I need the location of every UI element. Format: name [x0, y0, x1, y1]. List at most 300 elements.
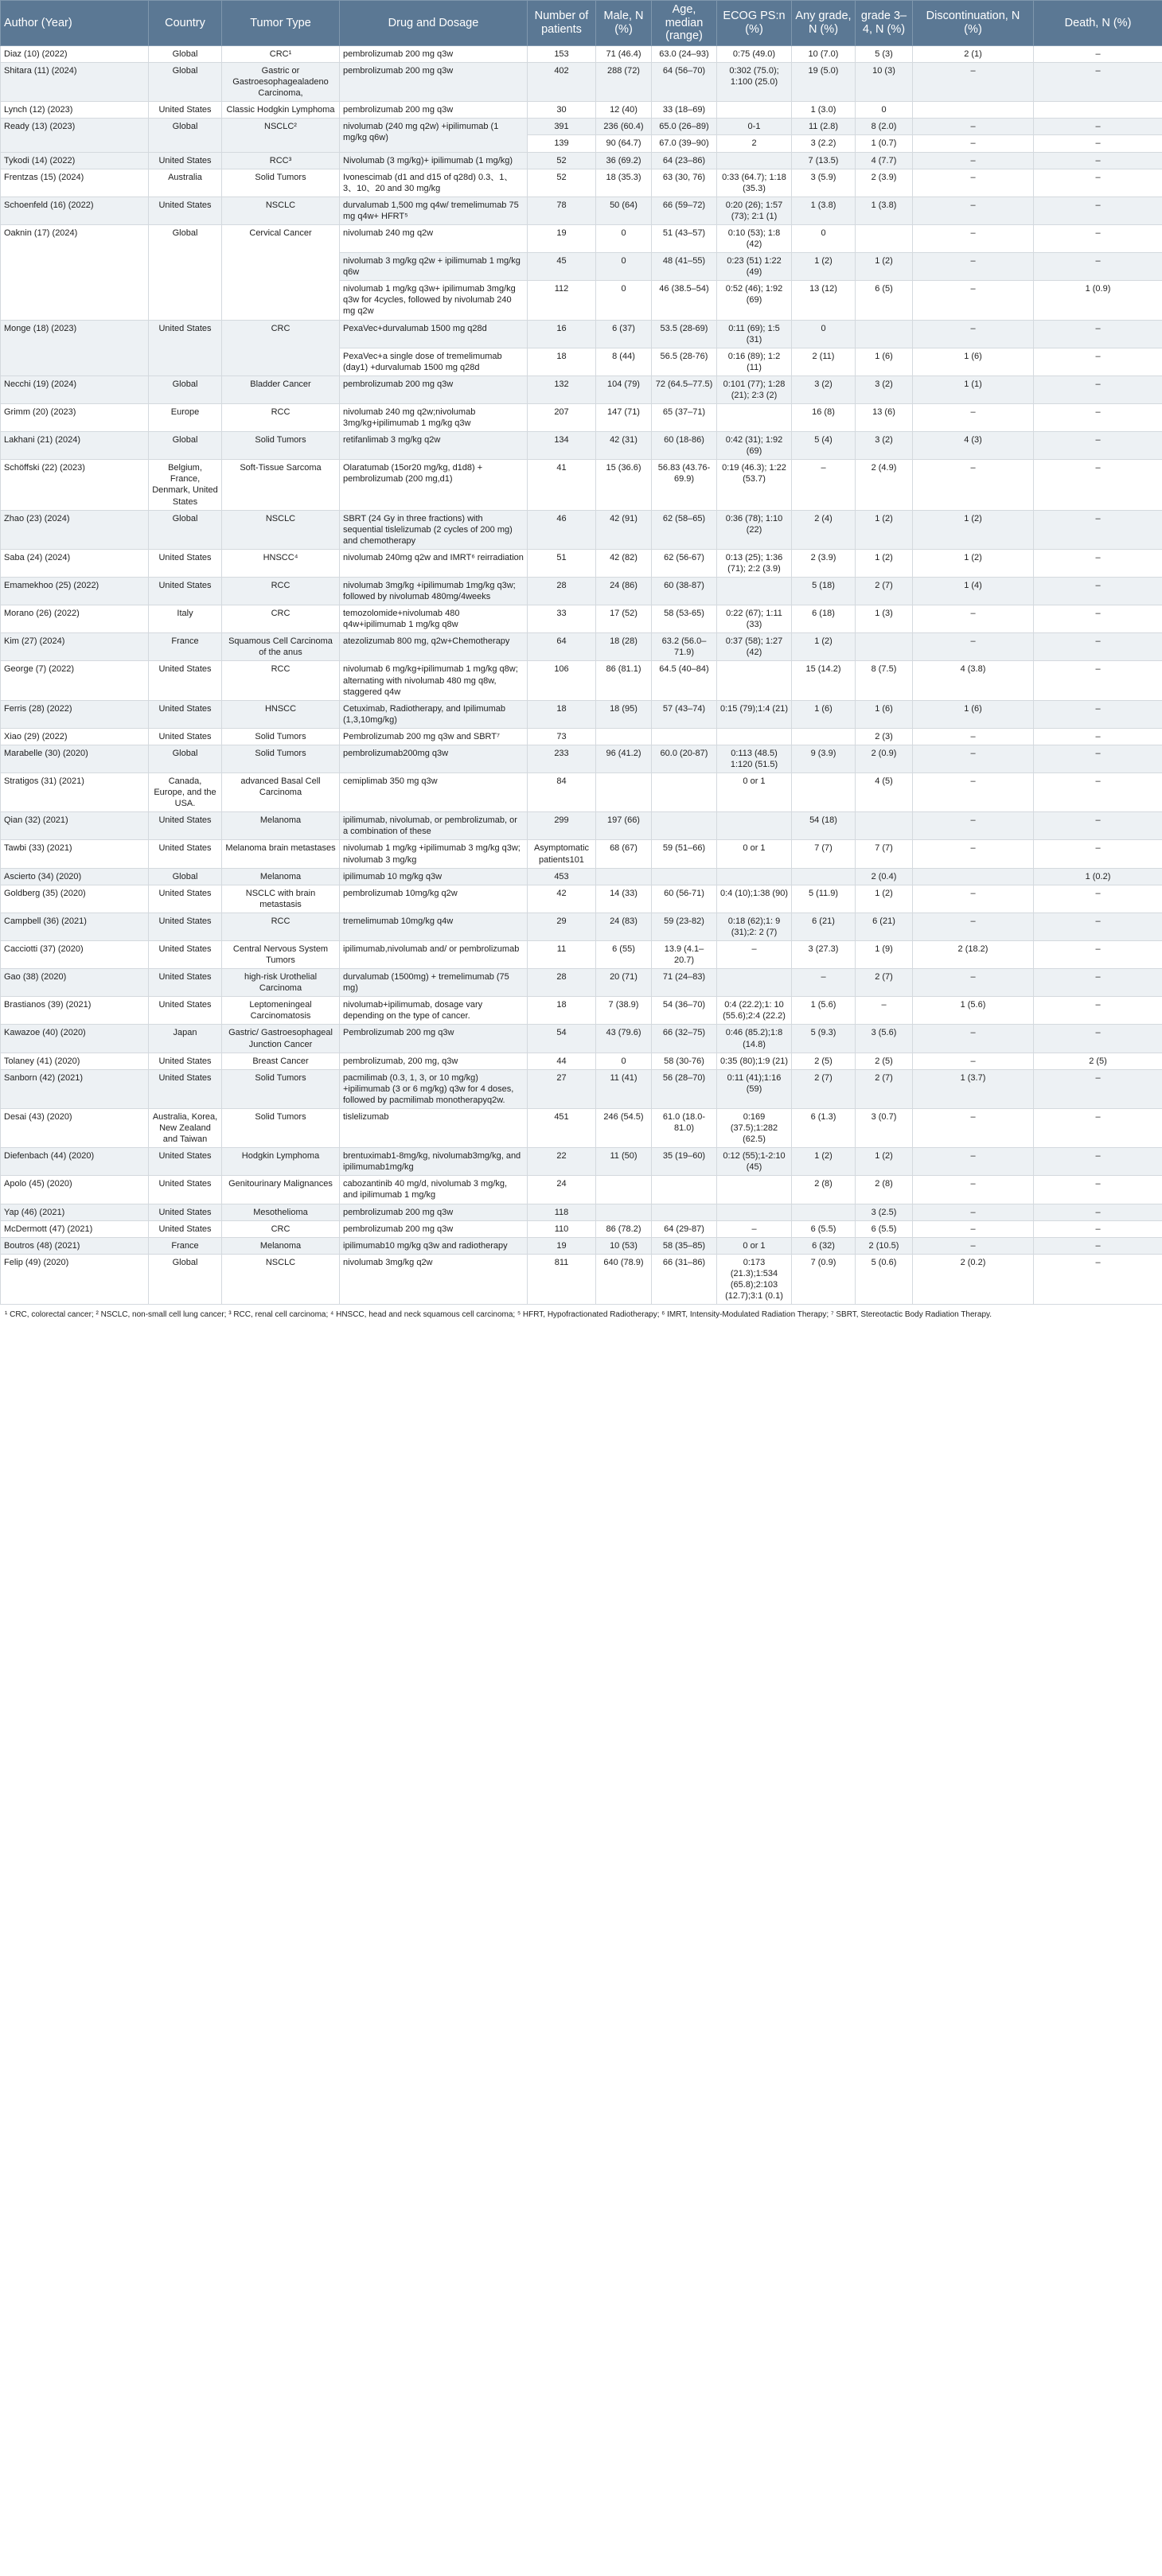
cell-age: 59 (51–66): [652, 840, 717, 868]
cell-author-year: Diefenbach (44) (2020): [1, 1148, 149, 1176]
cell-any-grade: 5 (18): [792, 577, 856, 605]
cell-age: 13.9 (4.1–20.7): [652, 941, 717, 969]
cell-discontinuation: [913, 868, 1034, 885]
cell-ecog: [717, 1204, 792, 1220]
cell-grade-3-4: 8 (7.5): [856, 661, 913, 700]
cell-tumor-type: Classic Hodgkin Lymphoma: [222, 102, 340, 119]
cell-author-year: Xiao (29) (2022): [1, 728, 149, 745]
cell-number-of-patients: 11: [528, 941, 596, 969]
cell-male: 36 (69.2): [596, 152, 652, 169]
cell-any-grade: 3 (5.9): [792, 169, 856, 197]
cell-discontinuation: –: [913, 745, 1034, 772]
cell-number-of-patients: 41: [528, 460, 596, 510]
cell-author-year: Tawbi (33) (2021): [1, 840, 149, 868]
cell-number-of-patients: 132: [528, 376, 596, 403]
cell-death: –: [1034, 912, 1162, 940]
cell-grade-3-4: [856, 224, 913, 252]
cell-discontinuation: 2 (18.2): [913, 941, 1034, 969]
cell-age: 65.0 (26–89): [652, 119, 717, 135]
cell-any-grade: 2 (3.9): [792, 549, 856, 577]
cell-discontinuation: –: [913, 1204, 1034, 1220]
cell-male: 0: [596, 1053, 652, 1069]
cell-ecog: 0:18 (62);1: 9 (31);2: 2 (7): [717, 912, 792, 940]
cell-author-year: Zhao (23) (2024): [1, 510, 149, 549]
cell-country: United States: [149, 840, 222, 868]
cell-grade-3-4: 3 (2): [856, 432, 913, 460]
cell-country: United States: [149, 152, 222, 169]
cell-tumor-type: Leptomeningeal Carcinomatosis: [222, 997, 340, 1025]
cell-number-of-patients: 112: [528, 281, 596, 320]
cell-number-of-patients: 18: [528, 700, 596, 728]
cell-tumor-type: Mesothelioma: [222, 1204, 340, 1220]
cell-age: 72 (64.5–77.5): [652, 376, 717, 403]
cell-any-grade: 7 (7): [792, 840, 856, 868]
cell-any-grade: 5 (9.3): [792, 1025, 856, 1053]
cell-drug-dosage: nivolumab 3mg/kg +ipilimumab 1mg/kg q3w; followed by nivolumab 480mg/4weeks: [340, 577, 528, 605]
cell-discontinuation: –: [913, 1148, 1034, 1176]
cell-death: –: [1034, 941, 1162, 969]
cell-number-of-patients: 22: [528, 1148, 596, 1176]
cell-country: United States: [149, 728, 222, 745]
table-row: [1, 661, 1162, 700]
cell-grade-3-4: 2 (3.9): [856, 169, 913, 197]
cell-age: 66 (31–86): [652, 1254, 717, 1304]
cell-drug-dosage: ipilimumab, nivolumab, or pembrolizumab, or a combination of these: [340, 812, 528, 840]
cell-author-year: Grimm (20) (2023): [1, 403, 149, 431]
cell-tumor-type: Bladder Cancer: [222, 376, 340, 403]
cell-number-of-patients: 27: [528, 1069, 596, 1108]
cell-death: –: [1034, 63, 1162, 102]
cell-tumor-type: Gastric or Gastroesophagealadeno Carcinoma,: [222, 63, 340, 102]
cell-tumor-type: CRC: [222, 320, 340, 376]
cell-author-year: Frentzas (15) (2024): [1, 169, 149, 197]
table-row: [1, 1025, 1162, 1053]
cell-country: United States: [149, 1069, 222, 1108]
cell-ecog: 0-1: [717, 119, 792, 135]
cell-grade-3-4: 6 (5.5): [856, 1220, 913, 1237]
cell-country: Japan: [149, 1025, 222, 1053]
cell-author-year: Goldberg (35) (2020): [1, 885, 149, 912]
cell-tumor-type: Melanoma: [222, 812, 340, 840]
cell-any-grade: [792, 1204, 856, 1220]
cell-tumor-type: RCC: [222, 912, 340, 940]
cell-number-of-patients: 52: [528, 152, 596, 169]
cell-age: 65 (37–71): [652, 403, 717, 431]
cell-grade-3-4: 0: [856, 102, 913, 119]
cell-any-grade: 5 (11.9): [792, 885, 856, 912]
cell-number-of-patients: 453: [528, 868, 596, 885]
cell-death: –: [1034, 812, 1162, 840]
cell-number-of-patients: 139: [528, 135, 596, 152]
cell-death: –: [1034, 700, 1162, 728]
cell-grade-3-4: 1 (2): [856, 1148, 913, 1176]
cell-grade-3-4: 4 (5): [856, 773, 913, 812]
cell-male: 0: [596, 224, 652, 252]
cell-discontinuation: –: [913, 197, 1034, 224]
cell-tumor-type: RCC: [222, 661, 340, 700]
cell-author-year: Campbell (36) (2021): [1, 912, 149, 940]
cell-ecog: 0 or 1: [717, 1237, 792, 1254]
cell-discontinuation: –: [913, 1176, 1034, 1204]
cell-male: 18 (95): [596, 700, 652, 728]
cell-death: –: [1034, 1220, 1162, 1237]
cell-country: United States: [149, 1148, 222, 1176]
cell-tumor-type: Soft-Tissue Sarcoma: [222, 460, 340, 510]
cell-discontinuation: [913, 102, 1034, 119]
table-row: [1, 700, 1162, 728]
cell-age: 48 (41–55): [652, 253, 717, 281]
cell-tumor-type: Central Nervous System Tumors: [222, 941, 340, 969]
cell-country: United States: [149, 661, 222, 700]
cell-age: [652, 868, 717, 885]
cell-ecog: [717, 152, 792, 169]
cell-age: [652, 728, 717, 745]
cell-ecog: 0:22 (67); 1:11 (33): [717, 605, 792, 633]
cell-discontinuation: –: [913, 812, 1034, 840]
cell-number-of-patients: 391: [528, 119, 596, 135]
cell-grade-3-4: 5 (0.6): [856, 1254, 913, 1304]
cell-tumor-type: RCC: [222, 577, 340, 605]
cell-ecog: 0:36 (78); 1:10 (22): [717, 510, 792, 549]
cell-tumor-type: Squamous Cell Carcinoma of the anus: [222, 633, 340, 661]
cell-country: Global: [149, 376, 222, 403]
cell-discontinuation: –: [913, 224, 1034, 252]
cell-tumor-type: Genitourinary Malignances: [222, 1176, 340, 1204]
cell-ecog: 0:4 (22.2);1: 10 (55.6);2:4 (22.2): [717, 997, 792, 1025]
cell-discontinuation: –: [913, 1025, 1034, 1053]
cell-author-year: Saba (24) (2024): [1, 549, 149, 577]
cell-country: United States: [149, 700, 222, 728]
cell-country: Global: [149, 510, 222, 549]
cell-any-grade: 13 (12): [792, 281, 856, 320]
cell-country: Global: [149, 868, 222, 885]
cell-death: –: [1034, 1069, 1162, 1108]
cell-death: –: [1034, 1176, 1162, 1204]
cell-age: 62 (58–65): [652, 510, 717, 549]
table-row: [1, 1069, 1162, 1108]
cell-age: 66 (59–72): [652, 197, 717, 224]
table-row: [1, 1053, 1162, 1069]
cell-number-of-patients: 64: [528, 633, 596, 661]
cell-ecog: 0:16 (89); 1:2 (11): [717, 348, 792, 376]
cell-ecog: [717, 812, 792, 840]
cell-ecog: 0:19 (46.3); 1:22 (53.7): [717, 460, 792, 510]
cell-any-grade: 1 (2): [792, 253, 856, 281]
table-row: [1, 320, 1162, 348]
cell-drug-dosage: Olaratumab (15or20 mg/kg, d1d8) + pembrolizumab (200 mg,d1): [340, 460, 528, 510]
cell-drug-dosage: temozolomide+nivolumab 480 q4w+ipilimumab 1 mg/kg q8w: [340, 605, 528, 633]
cell-death: –: [1034, 728, 1162, 745]
cell-author-year: Diaz (10) (2022): [1, 46, 149, 63]
cell-grade-3-4: 6 (5): [856, 281, 913, 320]
cell-grade-3-4: 7 (7): [856, 840, 913, 868]
cell-age: [652, 1176, 717, 1204]
cell-discontinuation: –: [913, 885, 1034, 912]
cell-discontinuation: –: [913, 152, 1034, 169]
cell-country: United States: [149, 1204, 222, 1220]
cell-age: 54 (36–70): [652, 997, 717, 1025]
cell-death: –: [1034, 661, 1162, 700]
cell-age: 57 (43–74): [652, 700, 717, 728]
cell-male: 86 (81.1): [596, 661, 652, 700]
cell-death: –: [1034, 460, 1162, 510]
cell-number-of-patients: 16: [528, 320, 596, 348]
cell-drug-dosage: pembrolizumab 200 mg q3w: [340, 63, 528, 102]
cell-author-year: Schoenfeld (16) (2022): [1, 197, 149, 224]
table-row: [1, 460, 1162, 510]
cell-any-grade: 7 (0.9): [792, 1254, 856, 1304]
cell-number-of-patients: 73: [528, 728, 596, 745]
cell-ecog: 0:35 (80);1:9 (21): [717, 1053, 792, 1069]
table-row: [1, 773, 1162, 812]
cell-drug-dosage: nivolumab+ipilimumab, dosage vary depending on the type of cancer.: [340, 997, 528, 1025]
cell-male: 43 (79.6): [596, 1025, 652, 1053]
cell-tumor-type: Solid Tumors: [222, 1069, 340, 1108]
cell-tumor-type: Hodgkin Lymphoma: [222, 1148, 340, 1176]
cell-country: United States: [149, 197, 222, 224]
header-ecog: ECOG PS:n (%): [717, 1, 792, 46]
cell-grade-3-4: [856, 633, 913, 661]
cell-death: –: [1034, 1204, 1162, 1220]
cell-author-year: Emamekhoo (25) (2022): [1, 577, 149, 605]
cell-author-year: Kawazoe (40) (2020): [1, 1025, 149, 1053]
table-row: [1, 605, 1162, 633]
cell-country: United States: [149, 941, 222, 969]
cell-male: 18 (35.3): [596, 169, 652, 197]
table-row: [1, 812, 1162, 840]
cell-grade-3-4: 6 (21): [856, 912, 913, 940]
cell-grade-3-4: 1 (6): [856, 700, 913, 728]
cell-number-of-patients: 233: [528, 745, 596, 772]
cell-discontinuation: 1 (4): [913, 577, 1034, 605]
cell-grade-3-4: 8 (2.0): [856, 119, 913, 135]
cell-author-year: Yap (46) (2021): [1, 1204, 149, 1220]
cell-any-grade: [792, 868, 856, 885]
cell-discontinuation: 1 (6): [913, 700, 1034, 728]
cell-male: 42 (82): [596, 549, 652, 577]
cell-discontinuation: –: [913, 320, 1034, 348]
cell-male: 236 (60.4): [596, 119, 652, 135]
cell-author-year: Qian (32) (2021): [1, 812, 149, 840]
cell-any-grade: 11 (2.8): [792, 119, 856, 135]
cell-ecog: 0:302 (75.0); 1:100 (25.0): [717, 63, 792, 102]
cell-number-of-patients: 28: [528, 969, 596, 997]
cell-tumor-type: CRC: [222, 605, 340, 633]
table-row: [1, 1176, 1162, 1204]
cell-age: 51 (43–57): [652, 224, 717, 252]
cell-any-grade: 1 (5.6): [792, 997, 856, 1025]
cell-country: United States: [149, 320, 222, 376]
cell-number-of-patients: 811: [528, 1254, 596, 1304]
cell-tumor-type: Melanoma: [222, 868, 340, 885]
cell-drug-dosage: cabozantinib 40 mg/d, nivolumab 3 mg/kg, and ipilimumab 1 mg/kg: [340, 1176, 528, 1204]
cell-age: 64 (56–70): [652, 63, 717, 102]
table-row: [1, 63, 1162, 102]
cell-number-of-patients: 299: [528, 812, 596, 840]
cell-discontinuation: 2 (1): [913, 46, 1034, 63]
cell-drug-dosage: nivolumab 1 mg/kg q3w+ ipilimumab 3mg/kg q3w for 4cycles, followed by nivolumab 240 mg q2w: [340, 281, 528, 320]
cell-any-grade: 2 (5): [792, 1053, 856, 1069]
cell-drug-dosage: nivolumab 3 mg/kg q2w + ipilimumab 1 mg/kg q6w: [340, 253, 528, 281]
header-grade-3-4: grade 3–4, N (%): [856, 1, 913, 46]
cell-male: 42 (31): [596, 432, 652, 460]
cell-country: Global: [149, 224, 222, 320]
header-age: Age, median (range): [652, 1, 717, 46]
cell-ecog: [717, 577, 792, 605]
cell-any-grade: 6 (18): [792, 605, 856, 633]
cell-discontinuation: –: [913, 969, 1034, 997]
table-row: [1, 46, 1162, 63]
cell-ecog: 0:52 (46); 1:92 (69): [717, 281, 792, 320]
cell-grade-3-4: 2 (8): [856, 1176, 913, 1204]
cell-ecog: 0:169 (37.5);1:282 (62.5): [717, 1108, 792, 1147]
cell-number-of-patients: 134: [528, 432, 596, 460]
cell-tumor-type: high-risk Urothelial Carcinoma: [222, 969, 340, 997]
cell-ecog: [717, 661, 792, 700]
cell-country: Australia, Korea, New Zealand and Taiwan: [149, 1108, 222, 1147]
cell-author-year: McDermott (47) (2021): [1, 1220, 149, 1237]
cell-any-grade: 2 (7): [792, 1069, 856, 1108]
cell-country: France: [149, 1237, 222, 1254]
table-row: [1, 1237, 1162, 1254]
cell-grade-3-4: 1 (3.8): [856, 197, 913, 224]
cell-country: Global: [149, 1254, 222, 1304]
cell-country: Global: [149, 63, 222, 102]
cell-drug-dosage: atezolizumab 800 mg, q2w+Chemotherapy: [340, 633, 528, 661]
cell-discontinuation: –: [913, 773, 1034, 812]
cell-age: 64 (23–86): [652, 152, 717, 169]
cell-male: 24 (86): [596, 577, 652, 605]
cell-tumor-type: Melanoma brain metastases: [222, 840, 340, 868]
cell-drug-dosage: nivolumab 6 mg/kg+ipilimumab 1 mg/kg q8w; alternating with nivolumab 480 mg q8w, staggered q4w: [340, 661, 528, 700]
cell-discontinuation: 4 (3): [913, 432, 1034, 460]
cell-death: –: [1034, 577, 1162, 605]
cell-male: 11 (50): [596, 1148, 652, 1176]
cell-tumor-type: RCC: [222, 403, 340, 431]
cell-drug-dosage: PexaVec+a single dose of tremelimumab (day1) +durvalumab 1500 mg q28d: [340, 348, 528, 376]
cell-grade-3-4: 1 (0.7): [856, 135, 913, 152]
cell-number-of-patients: 33: [528, 605, 596, 633]
cell-drug-dosage: nivolumab 240mg q2w and IMRT⁶ reirradiation: [340, 549, 528, 577]
cell-age: [652, 773, 717, 812]
cell-number-of-patients: 19: [528, 224, 596, 252]
cell-male: [596, 728, 652, 745]
cell-age: 71 (24–83): [652, 969, 717, 997]
cell-male: 17 (52): [596, 605, 652, 633]
cell-country: United States: [149, 885, 222, 912]
cell-grade-3-4: 2 (0.4): [856, 868, 913, 885]
cell-number-of-patients: 28: [528, 577, 596, 605]
cell-death: –: [1034, 119, 1162, 135]
cell-grade-3-4: –: [856, 997, 913, 1025]
cell-any-grade: 16 (8): [792, 403, 856, 431]
cell-discontinuation: 1 (5.6): [913, 997, 1034, 1025]
cell-tumor-type: NSCLC: [222, 197, 340, 224]
cell-country: United States: [149, 577, 222, 605]
cell-death: –: [1034, 745, 1162, 772]
cell-author-year: Necchi (19) (2024): [1, 376, 149, 403]
cell-country: Canada, Europe, and the USA.: [149, 773, 222, 812]
cell-ecog: 2: [717, 135, 792, 152]
cell-number-of-patients: 44: [528, 1053, 596, 1069]
cell-male: 0: [596, 281, 652, 320]
cell-drug-dosage: pacmilimab (0.3, 1, 3, or 10 mg/kg) +ipilimumab (3 or 6 mg/kg) q3w for 4 doses, followed by pacmilimab monotherapyq2w.: [340, 1069, 528, 1108]
cell-ecog: 0:11 (69); 1:5 (31): [717, 320, 792, 348]
cell-country: United States: [149, 812, 222, 840]
cell-age: 35 (19–60): [652, 1148, 717, 1176]
cell-ecog: [717, 969, 792, 997]
cell-country: United States: [149, 549, 222, 577]
header-discontinuation: Discontinuation, N (%): [913, 1, 1034, 46]
cell-tumor-type: Cervical Cancer: [222, 224, 340, 320]
cell-any-grade: –: [792, 969, 856, 997]
table-row: [1, 745, 1162, 772]
cell-death: –: [1034, 1237, 1162, 1254]
cell-author-year: Ready (13) (2023): [1, 119, 149, 152]
cell-ecog: 0:23 (51) 1:22 (49): [717, 253, 792, 281]
cell-death: –: [1034, 1025, 1162, 1053]
cell-death: –: [1034, 403, 1162, 431]
cell-any-grade: 3 (27.3): [792, 941, 856, 969]
table-row: [1, 840, 1162, 868]
cell-country: United States: [149, 102, 222, 119]
cell-discontinuation: –: [913, 119, 1034, 135]
cell-author-year: Morano (26) (2022): [1, 605, 149, 633]
header-number-of-patients: Number of patients: [528, 1, 596, 46]
cell-any-grade: 1 (2): [792, 1148, 856, 1176]
cell-male: 8 (44): [596, 348, 652, 376]
cell-grade-3-4: 1 (2): [856, 510, 913, 549]
cell-number-of-patients: 153: [528, 46, 596, 63]
cell-any-grade: 6 (32): [792, 1237, 856, 1254]
cell-death: 1 (0.9): [1034, 281, 1162, 320]
cell-death: –: [1034, 997, 1162, 1025]
cell-grade-3-4: [856, 320, 913, 348]
cell-grade-3-4: 13 (6): [856, 403, 913, 431]
cell-age: 58 (30-76): [652, 1053, 717, 1069]
cell-discontinuation: –: [913, 633, 1034, 661]
cell-drug-dosage: PexaVec+durvalumab 1500 mg q28d: [340, 320, 528, 348]
cell-male: 197 (66): [596, 812, 652, 840]
cell-discontinuation: –: [913, 281, 1034, 320]
cell-death: –: [1034, 197, 1162, 224]
cell-author-year: Shitara (11) (2024): [1, 63, 149, 102]
cell-ecog: 0:173 (21.3);1:534 (65.8);2:103 (12.7);3:1 (0.1): [717, 1254, 792, 1304]
cell-any-grade: 2 (8): [792, 1176, 856, 1204]
cell-ecog: 0:33 (64.7); 1:18 (35.3): [717, 169, 792, 197]
cell-country: United States: [149, 912, 222, 940]
cell-male: 18 (28): [596, 633, 652, 661]
cell-discontinuation: –: [913, 605, 1034, 633]
cell-death: –: [1034, 840, 1162, 868]
cell-country: Belgium, France, Denmark, United States: [149, 460, 222, 510]
cell-grade-3-4: 2 (7): [856, 577, 913, 605]
header-any-grade: Any grade, N (%): [792, 1, 856, 46]
cell-drug-dosage: durvalumab 1,500 mg q4w/ tremelimumab 75 mg q4w+ HFRT⁵: [340, 197, 528, 224]
cell-ecog: 0:4 (10);1:38 (90): [717, 885, 792, 912]
cell-grade-3-4: 2 (10.5): [856, 1237, 913, 1254]
cell-death: –: [1034, 773, 1162, 812]
cell-age: 60 (18-86): [652, 432, 717, 460]
cell-author-year: Tolaney (41) (2020): [1, 1053, 149, 1069]
cell-male: 20 (71): [596, 969, 652, 997]
cell-tumor-type: Solid Tumors: [222, 1108, 340, 1147]
cell-number-of-patients: 118: [528, 1204, 596, 1220]
cell-male: 71 (46.4): [596, 46, 652, 63]
cell-number-of-patients: Asymptomatic patients101: [528, 840, 596, 868]
cell-ecog: [717, 1176, 792, 1204]
cell-ecog: 0 or 1: [717, 773, 792, 812]
